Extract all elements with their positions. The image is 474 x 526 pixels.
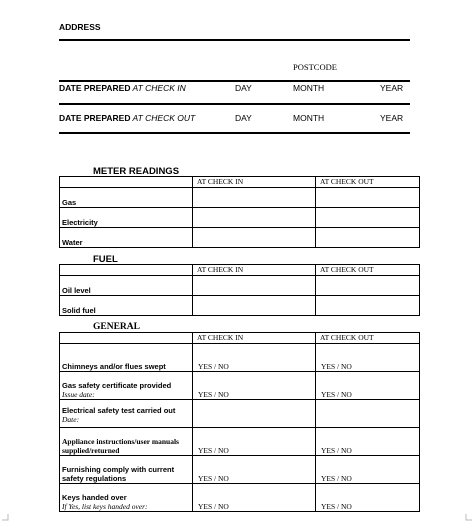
meter-readings-title: METER READINGS	[93, 166, 180, 177]
meter-row-electricity: Electricity	[60, 208, 193, 228]
keys-check-out-yes-no[interactable]: YES / NO	[316, 484, 420, 512]
postcode-label: POSTCODE	[293, 62, 337, 72]
furnishing-check-in-yes-no[interactable]: YES / NO	[193, 456, 316, 484]
fuel-row-solid-fuel: Solid fuel	[60, 296, 193, 316]
fuel-row-oil-level: Oil level	[60, 276, 193, 296]
gas-safety-check-out-yes-no[interactable]: YES / NO	[316, 372, 420, 400]
fuel-col-check-in: AT CHECK IN	[193, 265, 316, 276]
furnishing-check-out-yes-no[interactable]: YES / NO	[316, 456, 420, 484]
general-col-check-in: AT CHECK IN	[193, 333, 316, 344]
meter-row-water: Water	[60, 228, 193, 248]
chimneys-check-out-yes-no[interactable]: YES / NO	[316, 344, 420, 372]
check-in-month-label: MONTH	[293, 83, 325, 93]
check-out-day-label: DAY	[235, 113, 252, 123]
fuel-title: FUEL	[93, 254, 118, 265]
appliance-check-in-yes-no[interactable]: YES / NO	[193, 428, 316, 456]
keys-check-in-yes-no[interactable]: YES / NO	[193, 484, 316, 512]
check-in-year-label: YEAR	[380, 83, 404, 93]
check-in-day-label: DAY	[235, 83, 252, 93]
check-out-year-label: YEAR	[380, 113, 404, 123]
check-out-month-label: MONTH	[293, 113, 325, 123]
general-row-chimneys: Chimneys and/or flues swept	[60, 344, 193, 372]
general-row-appliance-instructions: Appliance instructions/user manuals supplied/returned	[60, 428, 193, 456]
general-row-electrical-safety: Electrical safety test carried out Date:	[60, 400, 193, 428]
date-prepared-check-in-label: DATE PREPARED AT CHECK IN	[59, 83, 186, 93]
general-col-check-out: AT CHECK OUT	[316, 333, 420, 344]
appliance-check-out-yes-no[interactable]: YES / NO	[316, 428, 420, 456]
general-row-keys: Keys handed over If Yes, list keys handed over:	[60, 484, 193, 512]
address-label: ADDRESS	[59, 22, 101, 32]
fuel-col-check-out: AT CHECK OUT	[316, 265, 420, 276]
gas-safety-check-in-yes-no[interactable]: YES / NO	[193, 372, 316, 400]
general-row-gas-safety: Gas safety certificate provided Issue date:	[60, 372, 193, 400]
meter-col-check-in: AT CHECK IN	[193, 177, 316, 188]
date-prepared-check-out-label: DATE PREPARED AT CHECK OUT	[59, 113, 196, 123]
meter-row-gas: Gas	[60, 188, 193, 208]
general-title: GENERAL	[93, 322, 140, 332]
general-row-furnishing: Furnishing comply with current safety regulations	[60, 456, 193, 484]
chimneys-check-in-yes-no[interactable]: YES / NO	[193, 344, 316, 372]
meter-col-check-out: AT CHECK OUT	[316, 177, 420, 188]
